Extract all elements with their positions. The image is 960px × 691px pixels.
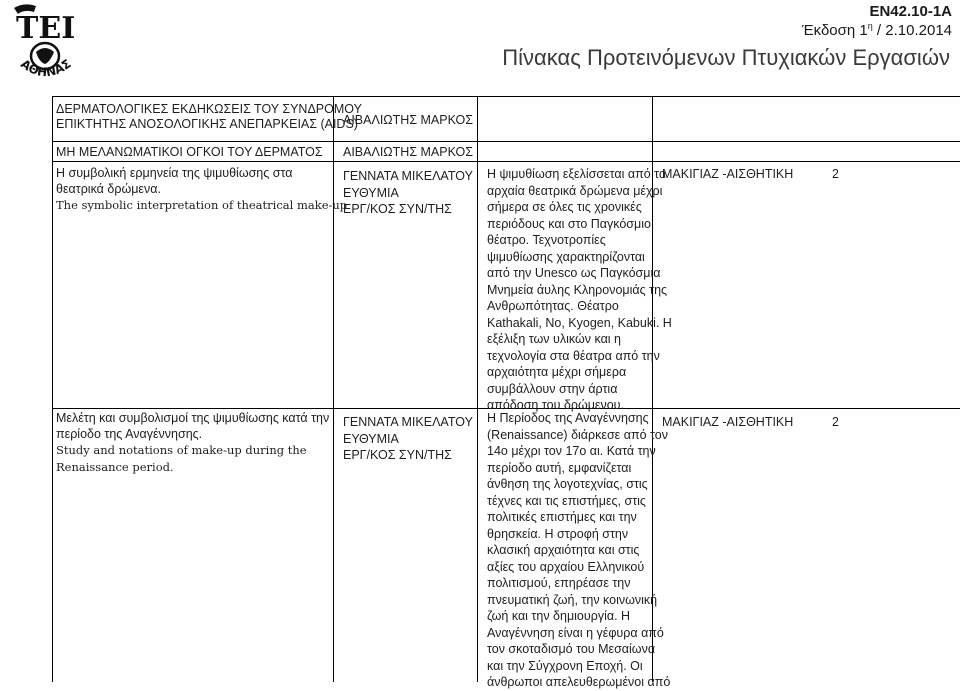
- logo-graphic: [6, 0, 84, 82]
- table-row-3-supervisor: [343, 168, 473, 218]
- description-line: τέχνες και τις επιστήμες, στις: [487, 493, 646, 508]
- description-line: ψιμυθίωσης χαρακτηρίζονται: [487, 249, 645, 264]
- title-english-line: Study and notations of make-up during the: [56, 443, 307, 458]
- row-divider: [52, 141, 960, 142]
- table-row-3-description: [487, 166, 672, 414]
- table-row-3-title: [56, 165, 347, 214]
- supervisor-line: ΓΕΝΝΑΤΑ ΜΙΚΕΛΑΤΟΥ: [343, 169, 473, 183]
- supervisor-line: ΕΥΘΥΜΙΑ: [343, 185, 399, 200]
- table-row-4-area: ΜΑΚΙΓΙΑΖ -ΑΙΣΘΗΤΙΚΗ: [662, 415, 794, 429]
- description-line: κλασική αρχαιότητα και στις: [487, 543, 640, 557]
- description-line: 14ο μέχρι τον 17ο αι. Κατά την: [487, 444, 656, 458]
- title-line: ΔΕΡΜΑΤΟΛΟΓΙΚΕΣ ΕΚΔΗΚΩΣΕΙΣ ΤΟΥ ΣΥΝΔΡΟΜΟΥ: [56, 102, 362, 116]
- supervisor-line: ΓΕΝΝΑΤΑ ΜΙΚΕΛΑΤΟΥ: [343, 415, 473, 429]
- description-line: περιόδους και στο Παγκόσμιο: [487, 216, 651, 231]
- table-row-2-supervisor: ΑΙΒΑΛΙΩΤΗΣ ΜΑΡΚΟΣ: [343, 145, 474, 159]
- supervisor-line: ΕΡΓ/ΚΟΣ ΣΥΝ/ΤΗΣ: [343, 448, 452, 462]
- description-line: Αναγέννηση είναι η γέφυρα από: [487, 625, 664, 640]
- description-line: άνθηση της λογοτεχνίας, στις: [487, 477, 648, 491]
- edition-label: [802, 21, 952, 39]
- description-line: περίοδο αυτή, εμφανίζεται: [487, 460, 632, 475]
- edition-sup: η: [867, 21, 873, 31]
- table-border: [52, 96, 960, 97]
- description-line: από την Unesco ως Παγκόσμια: [487, 266, 661, 280]
- supervisor-line: ΕΡΓ/ΚΟΣ ΣΥΝ/ΤΗΣ: [343, 202, 452, 216]
- description-line: πολιτισμού, επηρέασε την: [487, 576, 631, 590]
- description-line: συμβάλλουν στην άρτια: [487, 381, 618, 396]
- description-line: θρησκεία. Η στροφή στην: [487, 526, 629, 541]
- description-line: (Renaissance) διάρκεσε από τον: [487, 427, 668, 442]
- description-line: άνθρωποι απελευθερωμένοι από: [487, 675, 671, 689]
- description-line: Η ψιμυθίωση εξελίσσεται από τα: [487, 167, 667, 181]
- description-line: Η Περίοδος της Αναγέννησης: [487, 411, 649, 425]
- table-row-1-title: [56, 102, 362, 132]
- title-line: ΕΠΙΚΤΗΤΗΣ ΑΝΟΣΟΛΟΓΙΚΗΣ ΑΝΕΠΑΡΚΕΙΑΣ (AIDS): [56, 117, 358, 132]
- table-row-3-area: ΜΑΚΙΓΙΑΖ -ΑΙΣΘΗΤΙΚΗ: [662, 167, 794, 181]
- document-code: EN42.10-1A: [869, 3, 952, 20]
- table-row-4-students: 2: [832, 415, 839, 429]
- row-divider: [52, 161, 960, 162]
- column-divider: [52, 96, 53, 682]
- description-line: πνευματική ζωή, την κοινωνική: [487, 592, 658, 607]
- title-english-line: The symbolic interpretation of theatrical make-up: [56, 198, 348, 213]
- table-row-3-students: 2: [832, 167, 839, 181]
- logo-city-text: ΑΘΗΝΑΣ: [18, 56, 74, 80]
- table-row-2-title: ΜΗ ΜΕΛΑΝΩΜΑΤΙΚΟΙ ΟΓΚΟΙ ΤΟΥ ΔΕΡΜΑΤΟΣ: [56, 145, 323, 159]
- description-line: απόδοση του δρώμενου.: [487, 398, 624, 412]
- title-line: θεατρικά δρώμενα.: [56, 182, 161, 197]
- description-line: τεχνολογία στα θέατρα από την: [487, 348, 660, 363]
- description-line: αρχαιότητα μέχρι σήμερα: [487, 365, 627, 379]
- thesis-table: [52, 96, 960, 689]
- description-line: Μνημεία άυλης Κληρονομιάς της: [487, 282, 668, 297]
- edition-prefix: Έκδοση 1: [801, 22, 868, 39]
- description-line: ζωή και την δημιουργία. Η: [487, 609, 631, 623]
- table-row-4-title: [56, 410, 329, 475]
- description-line: τον σκοταδισμό του Μεσαίωνα: [487, 642, 656, 656]
- description-line: πολιτικές επιστήμες και την: [487, 510, 637, 524]
- table-row-4-supervisor: [343, 414, 473, 464]
- description-line: αρχαία θεατρικά δρώμενα μέχρι: [487, 183, 663, 198]
- title-line: Η συμβολική ερμηνεία της ψιμυθίωσης στα: [56, 166, 293, 180]
- table-row-1-supervisor: ΑΙΒΑΛΙΩΤΗΣ ΜΑΡΚΟΣ: [343, 113, 474, 127]
- page-title: Πίνακας Προτεινόμενων Πτυχιακών Εργασιών: [502, 45, 950, 70]
- description-line: αξίες του αρχαίου Ελληνικού: [487, 559, 645, 574]
- supervisor-line: ΕΥΘΥΜΙΑ: [343, 431, 399, 446]
- title-line: Μελέτη και συμβολισμοί της ψιμυθίωσης κατά την: [56, 411, 330, 425]
- logo-text: ΤΕΙ: [16, 11, 76, 46]
- edition-suffix: / 2.10.2014: [872, 22, 952, 39]
- description-line: Ανθρωπότητας. Θέατρο: [487, 299, 619, 313]
- column-divider: [477, 96, 478, 682]
- description-line: θέατρο. Τεχνοτροπίες: [487, 233, 606, 247]
- description-line: και την Σύγχρονη Εποχή. Οι: [487, 658, 643, 673]
- tei-athens-logo: [6, 0, 84, 82]
- description-line: εξέλιξη των υλικών και η: [487, 332, 622, 346]
- table-row-4-description: [487, 410, 670, 691]
- title-line: περίοδο της Αναγέννησης.: [56, 427, 203, 442]
- title-english-line: Renaissance period.: [56, 459, 174, 474]
- description-line: Kathakali, No, Kyogen, Kabuki. Η: [487, 315, 672, 330]
- description-line: σήμερα σε όλες τις χρονικές: [487, 200, 642, 214]
